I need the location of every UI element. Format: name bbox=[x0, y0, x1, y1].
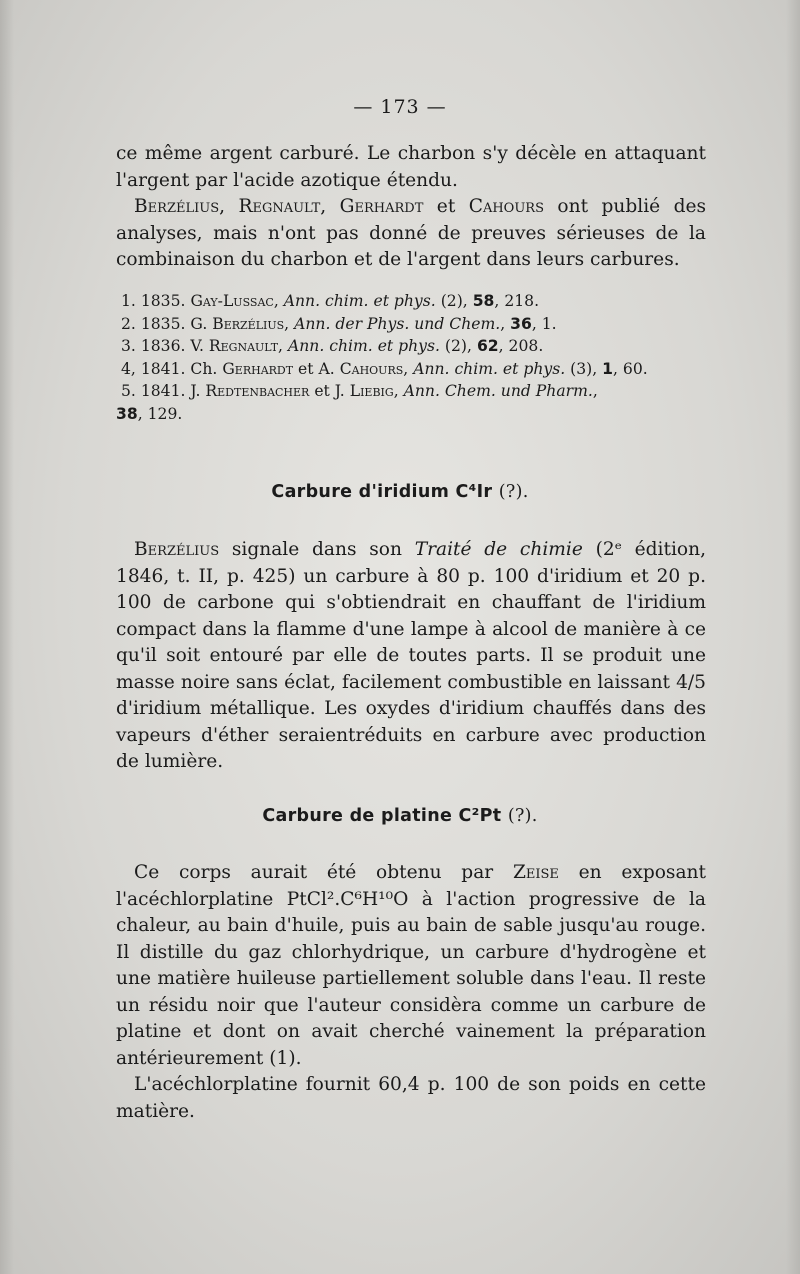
platine-paragraph-1: Ce corps aurait été obtenu par Zeise en exposant l'acéchlorplatine PtCl².C⁶H¹⁰O à l'action progressive de la chaleur, au bain d'huile, puis au bain de sable jusqu'au rouge. Il distille du gaz chlorhydrique, un carbure d'hydrogène et une matière huileuse partiellement soluble dans l'eau. Il reste un résidu noir que l'auteur considèra comme un carbure de platine et dont on avait cherché vainement la préparation antérieurement (1). bbox=[116, 862, 707, 1069]
author-name: Berzélius bbox=[134, 196, 220, 217]
section-iridium-text bbox=[116, 537, 706, 776]
section-heading-iridium: Carbure d'iridium C⁴Ir (?). bbox=[271, 482, 529, 502]
author-name: Cahours bbox=[468, 196, 544, 217]
page-number: — 173 — bbox=[353, 96, 447, 118]
intro-paragraph-1: ce même argent carburé. Le charbon s'y décèle en attaquant l'argent par l'acide azotique étendu. bbox=[116, 143, 706, 191]
intro-paragraph-2: Berzélius, Regnault, Gerhardt et Cahours ont publié des analyses, mais n'ont pas donné de preuves sérieuses de la combinaison du charbon et de l'argent dans leurs carbures. bbox=[116, 196, 707, 270]
author-name: Gerhardt bbox=[339, 196, 424, 217]
author-name: Regnault bbox=[238, 196, 321, 217]
intro-text bbox=[116, 141, 706, 274]
book-title: Traité de chimie bbox=[414, 539, 583, 560]
reference-item: 5. 1841. J. Redtenbacher et J. Liebig, Ann. Chem. und Pharm., bbox=[120, 382, 598, 400]
page-edge-shadow-left bbox=[0, 0, 14, 1274]
reference-item: 4, 1841. Ch. Gerhardt et A. Cahours, Ann. chim. et phys. (3), 1, 60. bbox=[120, 359, 648, 378]
page-edge-shadow-right bbox=[786, 0, 800, 1274]
reference-item: 3. 1836. V. Regnault, Ann. chim. et phys. (2), 62, 208. bbox=[120, 337, 544, 355]
section-platine-text bbox=[116, 860, 706, 1125]
iridium-paragraph: Berzélius signale dans son Traité de chimie (2ᵉ édition, 1846, t. II, p. 425) un carbure à 80 p. 100 d'iridium et 20 p. 100 de carbone qui s'obtiendrait en chauffant de l'iridium compact dans la flamme d'une lampe à alcool de manière à ce qu'il soit entouré par elle de toutes parts. Il se produit une masse noire sans éclat, facilement combustible en laissant 4/5 d'iridium métallique. Les oxydes d'iridium chauffés dans des vapeurs d'éther seraientréduits en carbure avec production de lumière. bbox=[116, 539, 706, 772]
reference-item-continued: 38, 129. bbox=[116, 404, 183, 423]
reference-item: 1. 1835. Gay-Lussac, Ann. chim. et phys. (2), 58, 218. bbox=[120, 292, 540, 310]
intro-paragraph-2-text: ont publié des analyses, mais n'ont pas donné de preuves sérieuses de la combinaison du charbon et de l'argent dans leurs carbures. bbox=[116, 196, 707, 270]
author-name: Berzélius bbox=[134, 539, 220, 560]
platine-paragraph-2: L'acéchlorplatine fournit 60,4 p. 100 de son poids en cette matière. bbox=[116, 1074, 706, 1122]
section-heading-platine: Carbure de platine C²Pt (?). bbox=[262, 806, 538, 826]
reference-list bbox=[116, 290, 708, 425]
author-name: Zeise bbox=[512, 862, 559, 883]
reference-item: 2. 1835. G. Berzélius, Ann. der Phys. und Chem., 36, 1. bbox=[120, 314, 557, 333]
